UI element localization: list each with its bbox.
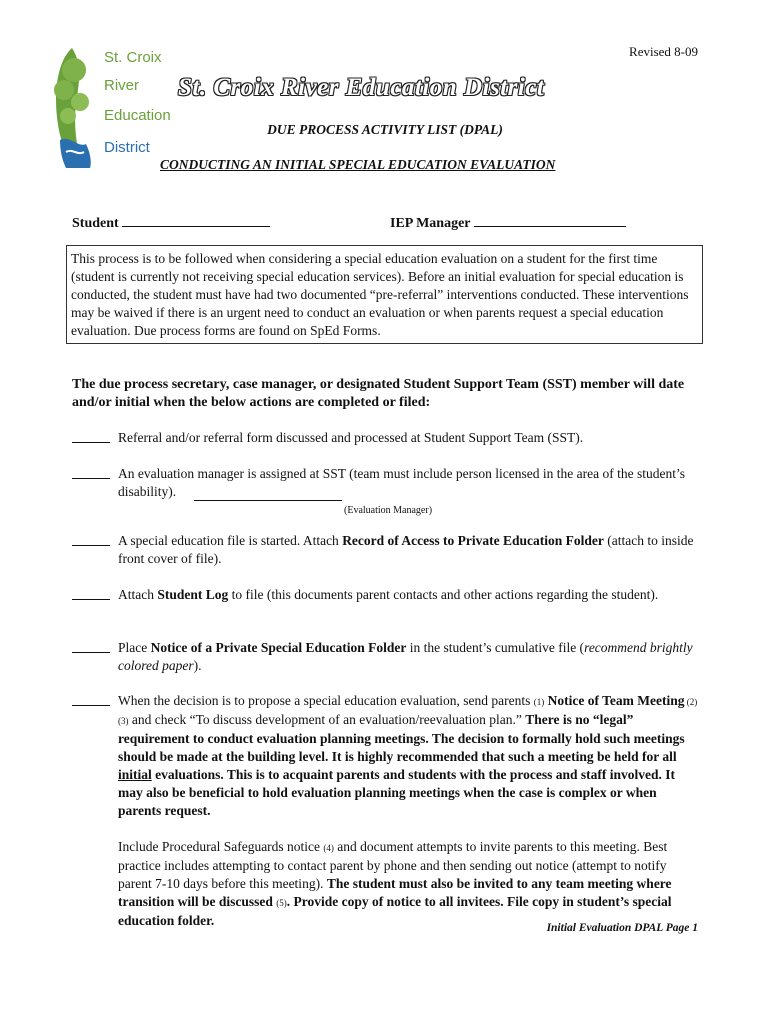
initial-blank[interactable] [72,442,110,443]
checklist-item-5 [72,639,702,675]
item-text: Place Notice of a Private Special Education Folder in the student’s cumulative file (recommend brightly colored paper). [118,640,693,673]
student-field[interactable] [72,212,270,232]
document-subtitle: CONDUCTING AN INITIAL SPECIAL EDUCATION EVALUATION [160,157,556,172]
organization-title: St. Croix River Education District [178,74,545,101]
iep-manager-blank[interactable] [474,212,626,227]
checklist-item-2 [72,465,702,516]
initial-blank[interactable] [72,652,110,653]
iep-manager-label: IEP Manager [390,216,471,231]
document-title: DUE PROCESS ACTIVITY LIST (DPAL) [267,122,503,137]
checklist-item-3 [72,532,702,568]
revision-date: Revised 8-09 [629,44,698,59]
item-text: Referral and/or referral form discussed and processed at Student Support Team (SST). [118,430,584,445]
initial-blank[interactable] [72,545,110,546]
item-text: A special education file is started. Attach Record of Access to Private Education Folder (attach to inside front cover of file). [118,533,694,566]
evaluation-manager-blank[interactable] [194,486,342,501]
checklist-item-1 [72,429,702,447]
instructions: The due process secretary, case manager, or designated Student Support Team (SST) member will date and/or initial when the below actions are completed or filed: [72,377,685,410]
page-footer: Initial Evaluation DPAL Page 1 [546,922,698,934]
logo-text-line-1: St. Croix [104,49,162,66]
logo-text-line-3: Education [104,107,171,124]
initial-blank[interactable] [72,705,110,706]
logo-text-line-2: River [104,77,140,94]
item-text: An evaluation manager is assigned at SST (team must include person licensed in the area of the student’s disability). [118,466,685,499]
student-label: Student [72,216,119,231]
checklist-item-4 [72,586,702,604]
item-text: Attach Student Log to file (this documents parent contacts and other actions regarding the student). [118,587,659,602]
district-logo [50,40,171,170]
item-paragraph-2: Include Procedural Safeguards notice (4) and document attempts to invite parents to this meeting. Best practice includes attempting to contact parent by phone and then sending out notice (attempt to notify parent 7-10 days before this meeting). The student must also be invited to any team meeting where transition will be discussed (5). Provide copy of notice to all invitees. File copy in student’s special education folder. [118,839,672,928]
tree-river-icon [50,40,171,170]
intro-box: This process is to be followed when considering a special education evaluation on a student for the first time (student is currently not receiving special education services). Before an initial evaluation for special education is conducted, the student must have had two documented “pre-referral” interventions conducted. These interventions may be waived if there is an urgent need to conduct an evaluation or when parents request a special education evaluation. Due process forms are found on SpEd Forms. [66,245,703,344]
initial-blank[interactable] [72,478,110,479]
evaluation-manager-caption: (Evaluation Manager) [344,505,433,516]
checklist-item-6 [72,692,702,930]
logo-text-line-4: District [104,139,150,156]
student-blank[interactable] [122,212,270,227]
iep-manager-field[interactable] [390,212,626,232]
item-text: When the decision is to propose a special education evaluation, send parents (1) Notice of Team Meeting (2) (3) and check “To discuss development of an evaluation/reevaluation plan.” There is no “legal” requirement to conduct evaluation planning meetings. The decision to formally hold such meetings should be made at the building level. It is highly recommended that such a meeting be held for all initial evaluations. This is to acquaint parents and students with the process and staff involved. It may also be beneficial to hold evaluation planning meetings when the case is complex or when parents request. [118,693,698,818]
initial-blank[interactable] [72,599,110,600]
